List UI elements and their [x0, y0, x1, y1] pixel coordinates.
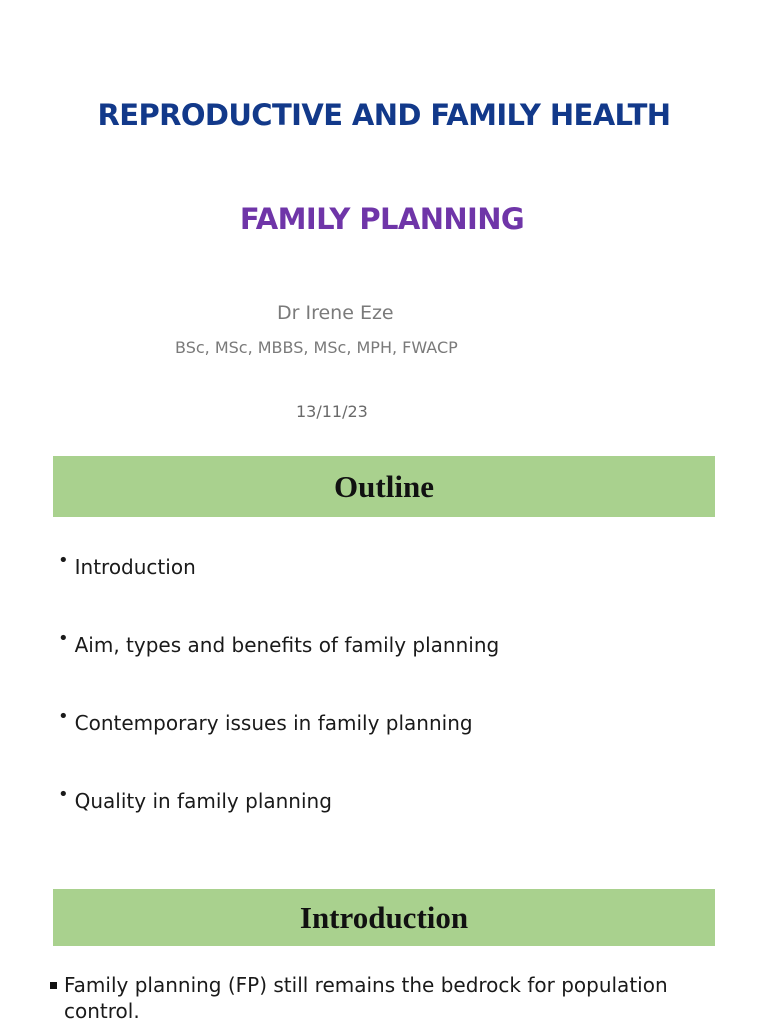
- outline-list-item: [58, 706, 473, 736]
- bullet-icon: •: [58, 628, 69, 649]
- outline-list-item: [58, 784, 332, 814]
- document-subtitle: FAMILY PLANNING: [239, 202, 525, 236]
- document-date: 13/11/23: [296, 402, 368, 421]
- introduction-list-item: [50, 972, 740, 1024]
- author-credentials: BSc, MSc, MBBS, MSc, MPH, FWACP: [175, 338, 458, 357]
- introduction-item-text: Family planning (FP) still remains the bedrock for population control.: [64, 973, 668, 1023]
- bullet-icon: •: [58, 706, 69, 727]
- outline-item-text: Aim, types and benefits of family planning: [74, 633, 500, 657]
- document-title: REPRODUCTIVE AND FAMILY HEALTH: [97, 98, 671, 132]
- outline-item-text: Contemporary issues in family planning: [74, 711, 473, 735]
- square-bullet-icon: [50, 982, 57, 989]
- introduction-heading-band: [53, 889, 715, 946]
- outline-heading: Outline: [334, 468, 434, 504]
- outline-list-item: [58, 550, 196, 580]
- outline-item-text: Quality in family planning: [74, 789, 332, 813]
- outline-list-item: [58, 628, 500, 658]
- introduction-heading: Introduction: [299, 899, 469, 935]
- bullet-icon: •: [58, 550, 69, 571]
- outline-item-text: Introduction: [74, 555, 196, 579]
- bullet-icon: •: [58, 784, 69, 805]
- outline-heading-band: [53, 456, 715, 517]
- author-name: Dr Irene Eze: [277, 302, 394, 324]
